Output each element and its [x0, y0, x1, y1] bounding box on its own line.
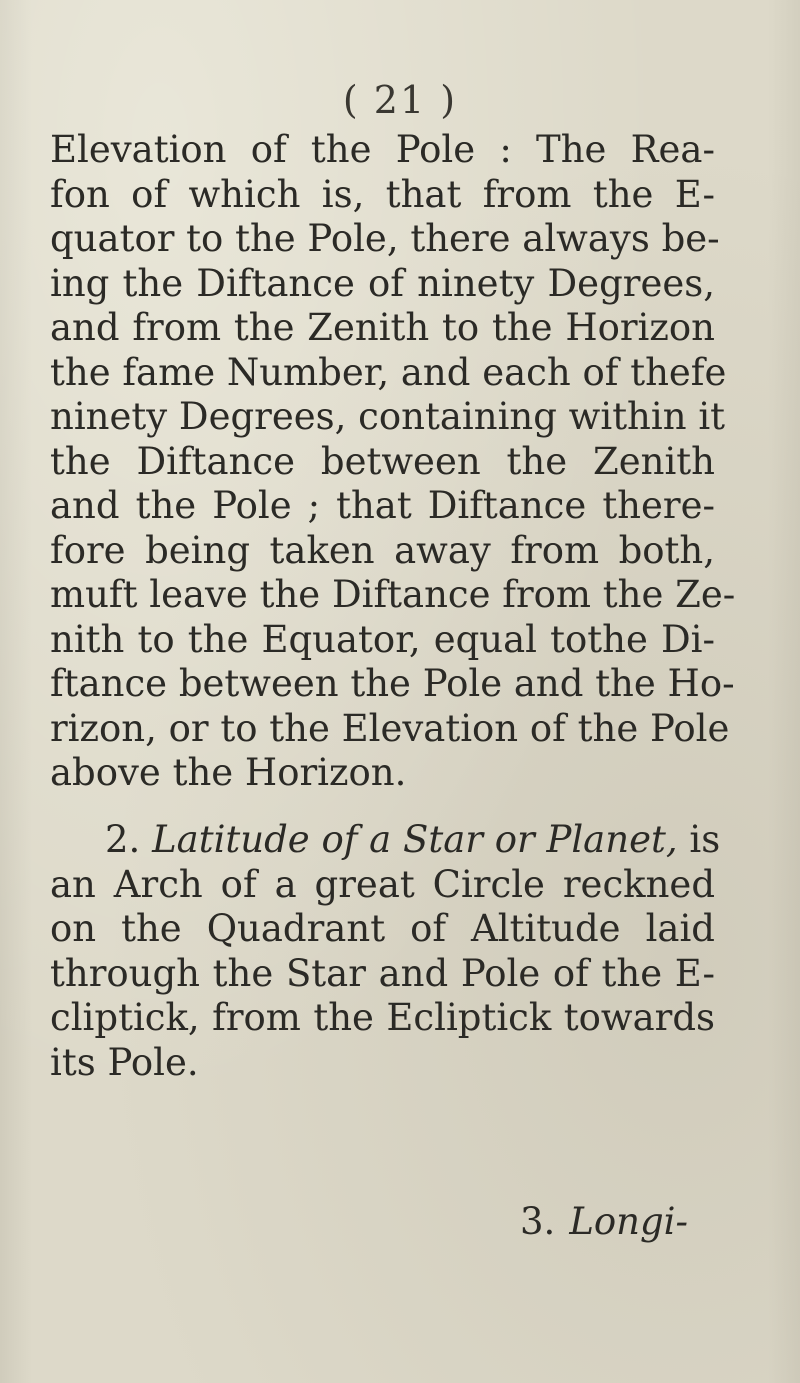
paragraph-elevation-of-pole [50, 128, 736, 796]
text-line: ninety Degrees, containing within it [50, 395, 726, 438]
definition-term: Latitude of a Star or Planet, [152, 818, 678, 861]
text-line: on the Quadrant of Altitude laid [50, 907, 715, 950]
text-line: fore being taken away from both, [50, 528, 715, 572]
text-line: muft leave the Diftance from the Ze- [50, 573, 736, 616]
text-line: its Pole. [50, 1040, 199, 1084]
catchword-text: Longi- [569, 1200, 689, 1243]
text-line: through the Star and Pole of the E- [50, 951, 715, 995]
definition-number: 2. [105, 818, 141, 861]
paragraph-latitude-definition [50, 818, 721, 1085]
catchword-number: 3. [520, 1200, 556, 1243]
text-line: the Diftance between the Zenith [50, 439, 715, 483]
text-line: nith to the Equator, equal tothe Di- [50, 617, 715, 661]
text-line: ing the Diftance of ninety Degrees, [50, 261, 715, 305]
text-line: rizon, or to the Elevation of the Pole [50, 706, 730, 750]
text-line: and the Pole ; that Diftance there- [50, 484, 715, 527]
page-number: ( 21 ) [342, 78, 458, 122]
text-line: quator to the Pole, there always be- [50, 217, 720, 260]
text-line: and from the Zenith to the Horizon [50, 306, 715, 349]
text-line: the fame Number, and each of thefe [50, 350, 727, 394]
text-line: ftance between the Pole and the Ho- [50, 662, 735, 705]
text-line: cliptick, from the Ecliptick towards [50, 996, 715, 1039]
definition-first-line [50, 818, 721, 863]
text-line: an Arch of a great Circle reckned [50, 862, 715, 906]
text-line: fon of which is, that from the E- [50, 172, 715, 216]
catchword [520, 1200, 688, 1243]
text-line: above the Horizon. [50, 751, 407, 794]
text-line: Elevation of the Pole : The Rea- [50, 128, 715, 171]
text-fragment: is [677, 818, 721, 861]
